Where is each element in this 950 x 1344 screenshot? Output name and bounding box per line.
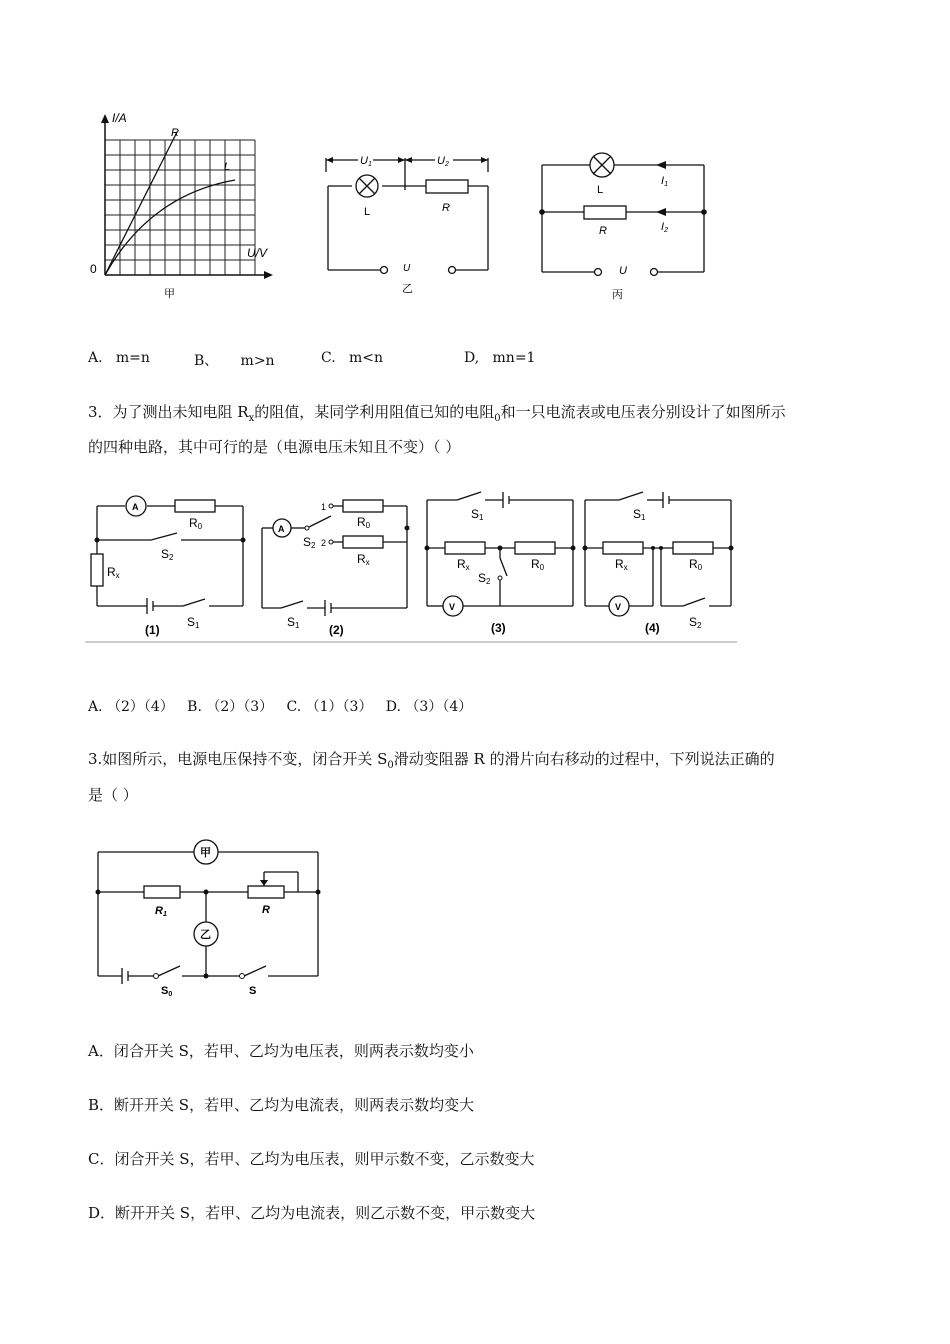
q2-option-c: C. m<n: [321, 350, 384, 366]
c1-ammeter-label: A: [132, 502, 139, 512]
q3-stem-line1: 3．为了测出未知电阻 $R_x$的阻值，某同学利用阻值已知的电阻$_0$和一只电流表或电压表分别设计了如图所示: [88, 403, 786, 424]
c2-label: (2): [329, 623, 344, 637]
c1-rx-resistor: [91, 554, 103, 586]
q3-stem-line2: 的四种电路，其中可行的是（电源电压未知且不变）（ ）: [88, 438, 461, 456]
c1-label: (1): [145, 623, 160, 637]
c2-ammeter-label: A: [278, 524, 285, 534]
rheostat-label: R: [262, 904, 270, 916]
rheostat-resistor: [248, 886, 284, 898]
c3-voltmeter-label: V: [449, 602, 456, 612]
curve-r-line: [105, 132, 177, 275]
caption-yi: 乙: [402, 283, 413, 295]
parallel-circuit-figure: [532, 140, 717, 300]
source-label: U: [403, 263, 411, 274]
caption-bing: 丙: [612, 289, 623, 300]
c2-r0-label: R0: [357, 515, 371, 530]
i2-label: I2: [661, 221, 668, 234]
c1-s1-label: S1: [187, 615, 200, 630]
q4-option-b: B．断开开关 S，若甲、乙均为电流表，则两表示数均变大: [88, 1096, 475, 1114]
q2-option-a: A. m=n: [88, 350, 150, 366]
c2-rx-resistor: [343, 536, 383, 548]
c4-r0-resistor: [673, 542, 713, 554]
terminal-right: [651, 269, 658, 276]
r1-label: R1: [155, 905, 167, 918]
c2-s2-label: S2: [303, 535, 316, 550]
lamp-symbol: [590, 153, 614, 177]
q4-option-a: A．闭合开关 S，若甲、乙均为电压表，则两表示数均变小: [88, 1042, 474, 1060]
c2-r0-resistor: [343, 500, 383, 512]
c4-label: (4): [645, 621, 660, 635]
c3-rx-resistor: [445, 542, 485, 554]
iu-graph-figure: [80, 110, 280, 305]
meter-jia-label: 甲: [200, 847, 211, 859]
c2-s1-label: S1: [287, 615, 300, 630]
resistor-label: R: [599, 225, 607, 237]
c4-s2-label: S2: [689, 615, 702, 630]
c3-r0-label: R0: [531, 557, 545, 572]
x-axis-label: U/V: [247, 246, 268, 260]
q4-stem-line1: 3.如图所示，电源电压保持不变，闭合开关 $S_0$滑动变阻器 R 的滑片向右移动的过程中，下列说法正确的: [88, 750, 775, 771]
curve-l-line: [105, 180, 235, 275]
meter-yi-label: 乙: [200, 929, 211, 941]
q4-option-c: C．闭合开关 S，若甲、乙均为电压表，则甲示数不变，乙示数变大: [88, 1150, 535, 1168]
q3-options: A. （2）（4） B. （2）（3） C. （1）（3） D. （3）（4）: [88, 699, 473, 715]
u2-label: U2: [437, 155, 449, 168]
s-label: S: [249, 985, 257, 997]
graph-grid: [105, 140, 255, 275]
c3-s1-label: S1: [471, 507, 484, 522]
c3-label: (3): [491, 621, 506, 635]
q2-option-b: B、 m>n: [194, 353, 275, 369]
q4-stem-line2: 是（ ）: [88, 786, 138, 804]
series-circuit-figure: [318, 140, 498, 300]
resistor-symbol: [584, 206, 626, 219]
c4-s1-label: S1: [633, 507, 646, 522]
c4-voltmeter-label: V: [615, 602, 622, 612]
c4-rx-resistor: [603, 542, 643, 554]
source-label: U: [619, 265, 627, 277]
curve-r-label: R: [171, 127, 179, 139]
r1-resistor: [144, 886, 180, 898]
i1-label: I1: [661, 175, 668, 188]
rheostat-circuit-figure: [88, 836, 328, 1001]
c3-r0-resistor: [515, 542, 555, 554]
curve-l-label: L: [224, 161, 231, 173]
caption-jia: 甲: [164, 288, 175, 300]
lamp-label: L: [597, 184, 604, 196]
c1-r0-label: R0: [189, 516, 203, 531]
c4-r0-label: R0: [689, 557, 703, 572]
lamp-symbol: [356, 175, 378, 197]
c3-s2-label: S2: [478, 571, 491, 586]
c1-s2-label: S2: [161, 547, 174, 562]
resistor-symbol: [426, 180, 468, 193]
terminal-left: [381, 267, 388, 274]
resistor-label: R: [442, 202, 450, 214]
c1-r0-resistor: [175, 500, 215, 512]
y-axis-label: I/A: [112, 111, 127, 125]
c2-terminal-1: 1: [321, 502, 327, 512]
c1-rx-label: Rx: [107, 565, 120, 580]
q4-option-d: D．断开开关 S，若甲、乙均为电流表，则乙示数不变，甲示数变大: [88, 1204, 536, 1222]
c3-rx-label: Rx: [457, 557, 470, 572]
s0-label: S0: [161, 985, 173, 998]
four-circuits-figure: [85, 488, 740, 646]
u1-label: U1: [360, 155, 372, 168]
origin-label: 0: [90, 262, 97, 276]
terminal-right: [449, 267, 456, 274]
c4-rx-label: Rx: [615, 557, 628, 572]
c2-terminal-2: 2: [321, 538, 327, 548]
c2-rx-label: Rx: [357, 552, 370, 567]
terminal-left: [595, 269, 602, 276]
lamp-label: L: [364, 206, 371, 218]
q2-option-d: D, mn=1: [464, 350, 536, 366]
